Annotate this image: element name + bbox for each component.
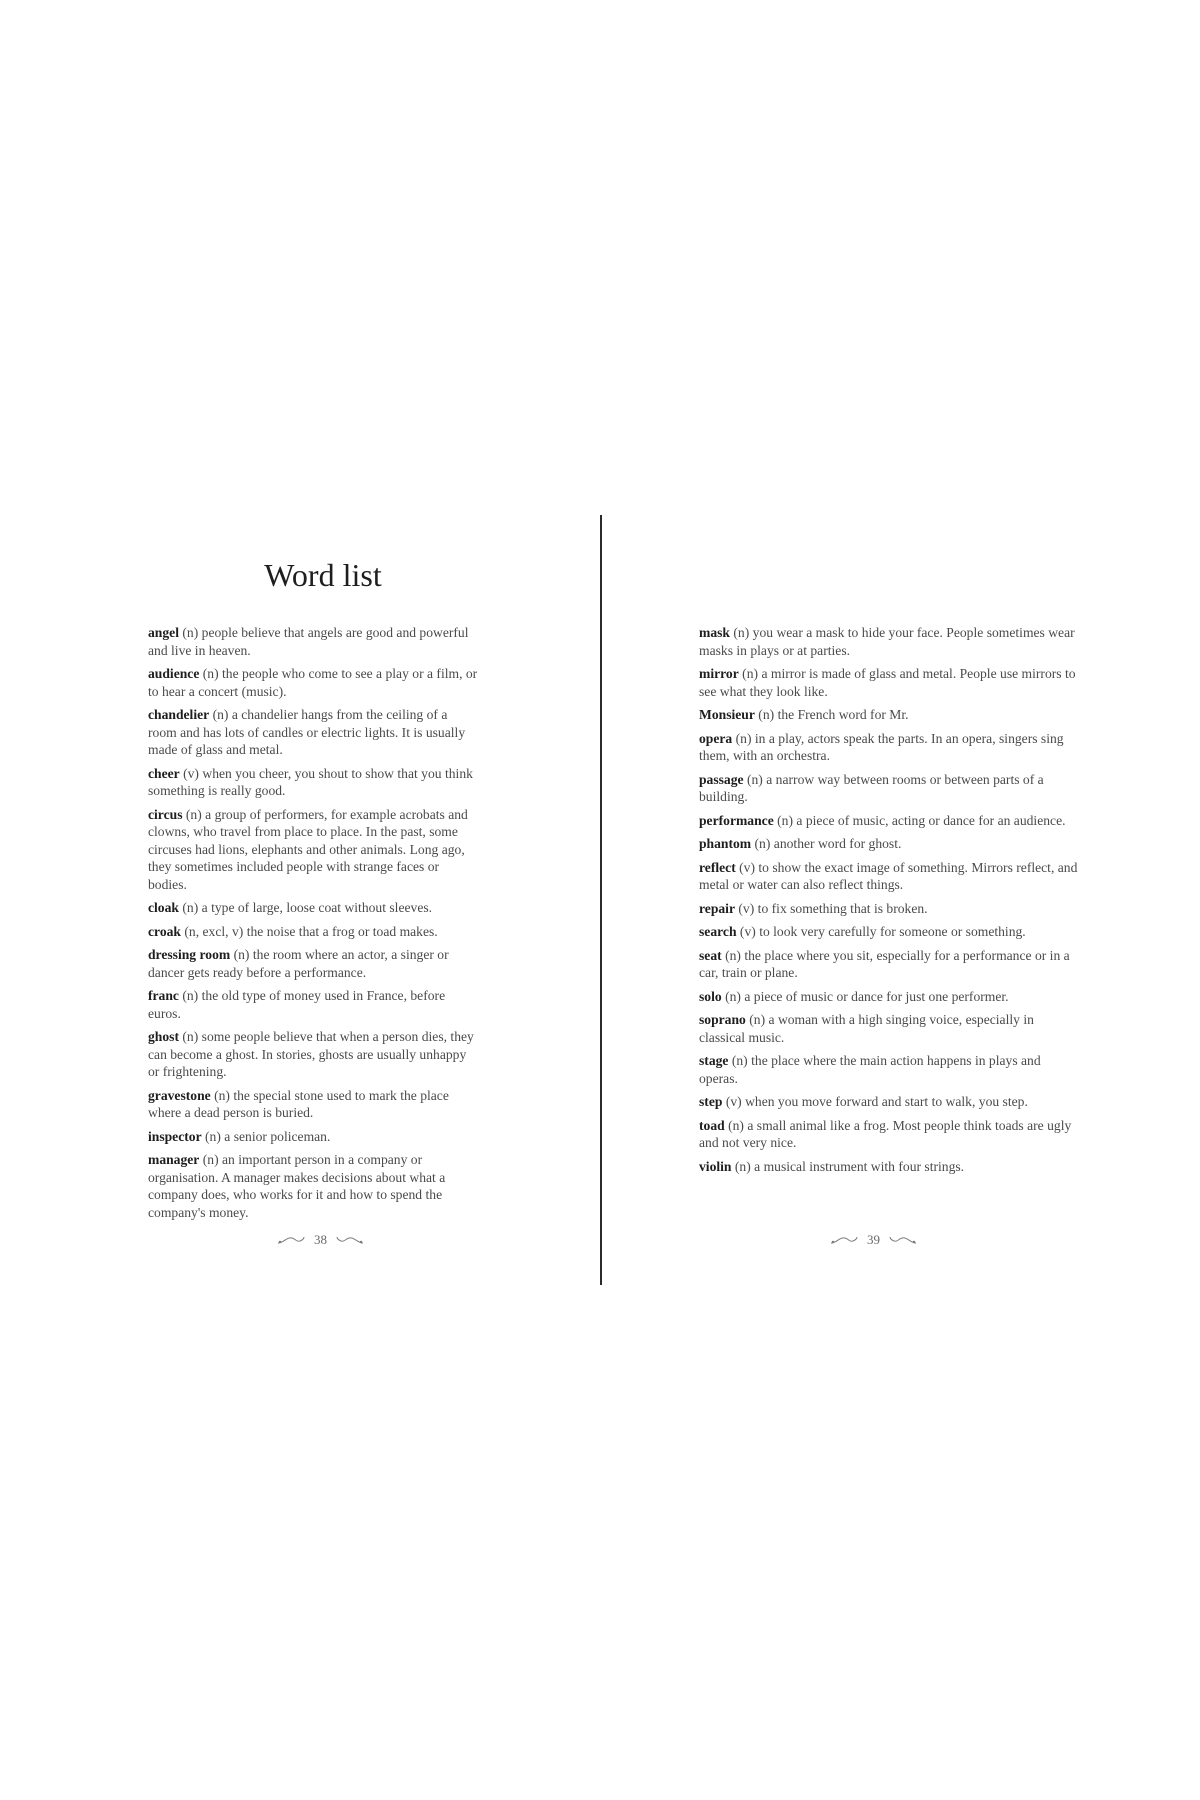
right-page <box>699 0 1079 1800</box>
entry-part-of-speech: (n) <box>212 707 229 722</box>
page-number-left <box>276 1232 365 1248</box>
entry-word: stage <box>699 1053 729 1068</box>
entry-part-of-speech: (n) <box>749 1012 766 1027</box>
word-entry <box>699 988 1079 1006</box>
entry-word: toad <box>699 1117 725 1133</box>
word-entry <box>148 706 478 759</box>
entry-part-of-speech: (n) <box>182 900 199 915</box>
entry-part-of-speech: (n) <box>182 988 199 1003</box>
entry-word: angel <box>148 625 179 640</box>
entry-word: circus <box>148 806 183 822</box>
word-entry <box>699 1052 1079 1087</box>
entry-part-of-speech: (n) <box>202 666 219 681</box>
entry-word: mask <box>699 625 730 640</box>
entry-definition: the place where the main action happens in plays and operas. <box>699 1053 1041 1086</box>
entry-word: phantom <box>699 836 752 851</box>
entry-part-of-speech: (v) <box>739 859 755 875</box>
word-entry <box>148 665 478 700</box>
word-entry <box>699 859 1079 894</box>
entry-part-of-speech: (n) <box>725 988 741 1004</box>
entry-word: repair <box>699 900 735 916</box>
entry-part-of-speech: (n) <box>733 625 750 640</box>
entry-word: dressing room <box>148 947 231 962</box>
entry-definition: a narrow way between rooms or between parts of a building. <box>699 771 1044 804</box>
word-entry <box>148 624 478 659</box>
entry-definition: people believe that angels are good and powerful and live in heaven. <box>148 625 469 658</box>
word-entry <box>148 765 478 800</box>
entry-definition: a musical instrument with four strings. <box>754 1158 965 1174</box>
entry-part-of-speech: (n) <box>205 1128 221 1144</box>
entry-word: chandelier <box>148 707 210 722</box>
entry-word: reflect <box>699 859 736 875</box>
entry-word: mirror <box>699 666 739 681</box>
word-list-left <box>148 624 478 1227</box>
entry-part-of-speech: (v) <box>725 1094 742 1109</box>
entry-part-of-speech: (n) <box>185 806 202 822</box>
entry-part-of-speech: (n) <box>182 1029 199 1044</box>
word-entry <box>148 987 478 1022</box>
word-entry <box>699 923 1079 941</box>
entry-definition: the room where an actor, a singer or dancer gets ready before a performance. <box>148 947 449 980</box>
word-entry <box>148 1128 478 1146</box>
word-entry <box>699 1093 1079 1111</box>
entry-part-of-speech: (n) <box>734 1158 751 1174</box>
entry-definition: a piece of music, acting or dance for an audience. <box>796 812 1066 828</box>
entry-part-of-speech: (v) <box>183 765 199 781</box>
entry-word: franc <box>148 988 179 1003</box>
entry-part-of-speech: (n) <box>735 730 752 746</box>
entry-definition: the place where you sit, especially for a performance or in a car, train or plane. <box>699 947 1070 980</box>
entry-word: performance <box>699 812 774 828</box>
flourish-left-icon <box>829 1234 859 1246</box>
word-entry <box>148 899 478 917</box>
entry-word: solo <box>699 988 722 1004</box>
entry-word: audience <box>148 666 200 681</box>
entry-definition: when you cheer, you shout to show that you think something is really good. <box>148 765 473 798</box>
entry-part-of-speech: (n) <box>777 812 793 828</box>
word-entry <box>699 730 1079 765</box>
word-entry <box>699 947 1079 982</box>
word-entry <box>699 665 1079 700</box>
entry-word: opera <box>699 730 733 746</box>
entry-part-of-speech: (n) <box>233 947 250 962</box>
entry-part-of-speech: (n) <box>182 625 199 640</box>
entry-definition: a piece of music or dance for just one performer. <box>744 988 1009 1004</box>
flourish-right-icon <box>888 1234 918 1246</box>
entry-word: Monsieur <box>699 707 755 722</box>
entry-definition: a small animal like a frog. Most people think toads are ugly and not very nice. <box>699 1117 1072 1150</box>
entry-part-of-speech: (n) <box>742 666 759 681</box>
entry-definition: an important person in a company or organisation. A manager makes decisions about what a company does, who works for it and how to spend the company's money. <box>148 1152 446 1220</box>
word-entry <box>699 1011 1079 1046</box>
entry-definition: a senior policeman. <box>224 1128 331 1144</box>
entry-definition: a mirror is made of glass and metal. People use mirrors to see what they look like. <box>699 666 1076 699</box>
entry-word: search <box>699 924 737 939</box>
entry-word: violin <box>699 1158 732 1174</box>
entry-part-of-speech: (v) <box>738 900 755 916</box>
entry-definition: the special stone used to mark the place where a dead person is buried. <box>148 1087 449 1120</box>
flourish-left-icon <box>276 1234 306 1246</box>
entry-word: gravestone <box>148 1087 211 1103</box>
word-entry <box>699 1158 1079 1176</box>
entry-part-of-speech: (n) <box>754 836 771 851</box>
word-entry <box>699 900 1079 918</box>
page-number: 39 <box>867 1232 880 1247</box>
word-entry <box>148 1087 478 1122</box>
page-title: Word list <box>264 557 382 593</box>
entry-definition: another word for ghost. <box>773 836 902 851</box>
entry-definition: a group of performers, for example acrobats and clowns, who travel from place to place. In the past, some circuses had lions, elephants and other animals. Long ago, they sometimes included people with strange faces or bodies. <box>148 806 468 892</box>
entry-word: cheer <box>148 765 180 781</box>
word-entry <box>148 806 478 894</box>
entry-word: manager <box>148 1152 200 1167</box>
entry-word: soprano <box>699 1012 746 1027</box>
entry-word: croak <box>148 923 181 939</box>
entry-definition: some people believe that when a person dies, they can become a ghost. In stories, ghosts are usually unhappy or frightening. <box>148 1029 474 1079</box>
entry-part-of-speech: (n) <box>725 947 741 963</box>
entry-definition: a type of large, loose coat without sleeves. <box>201 900 433 915</box>
page-number-right <box>829 1232 918 1248</box>
word-entry <box>699 812 1079 830</box>
entry-definition: the noise that a frog or toad makes. <box>246 923 438 939</box>
entry-part-of-speech: (n, excl, v) <box>184 923 244 939</box>
entry-definition: a chandelier hangs from the ceiling of a room and has lots of candles or electric lights. It is usually made of glass and metal. <box>148 707 466 757</box>
word-entry <box>699 624 1079 659</box>
entry-definition: to fix something that is broken. <box>757 900 928 916</box>
entry-part-of-speech: (n) <box>202 1152 219 1167</box>
word-entry <box>148 923 478 941</box>
entry-word: cloak <box>148 900 179 915</box>
left-page <box>148 0 478 1800</box>
book-spine-divider <box>600 515 602 1285</box>
entry-definition: when you move forward and start to walk, you step. <box>745 1094 1028 1109</box>
word-entry <box>699 706 1079 724</box>
word-entry <box>699 835 1079 853</box>
entry-part-of-speech: (v) <box>739 924 756 939</box>
entry-word: step <box>699 1094 723 1109</box>
entry-word: seat <box>699 947 722 963</box>
page-number: 38 <box>314 1232 327 1247</box>
entry-part-of-speech: (n) <box>746 771 763 787</box>
word-entry <box>148 1028 478 1081</box>
entry-definition: a woman with a high singing voice, especially in classical music. <box>699 1012 1034 1045</box>
entry-definition: in a play, actors speak the parts. In an opera, singers sing them, with an orchestra. <box>699 730 1064 763</box>
entry-definition: the French word for Mr. <box>777 707 909 722</box>
word-entry <box>148 1151 478 1221</box>
entry-word: ghost <box>148 1029 179 1044</box>
entry-part-of-speech: (n) <box>728 1117 744 1133</box>
entry-definition: to look very carefully for someone or something. <box>759 924 1026 939</box>
word-entry <box>699 1117 1079 1152</box>
entry-part-of-speech: (n) <box>731 1053 748 1068</box>
word-list-right <box>699 624 1079 1181</box>
entry-word: passage <box>699 771 744 787</box>
entry-definition: you wear a mask to hide your face. People sometimes wear masks in plays or at parties. <box>699 625 1075 658</box>
entry-part-of-speech: (n) <box>214 1087 230 1103</box>
word-entry <box>699 771 1079 806</box>
entry-definition: to show the exact image of something. Mirrors reflect, and metal or water can also reflect things. <box>699 859 1078 892</box>
entry-word: inspector <box>148 1128 202 1144</box>
entry-part-of-speech: (n) <box>758 707 775 722</box>
flourish-right-icon <box>335 1234 365 1246</box>
entry-definition: the old type of money used in France, before euros. <box>148 988 446 1021</box>
entry-definition: the people who come to see a play or a film, or to hear a concert (music). <box>148 666 478 699</box>
word-entry <box>148 946 478 981</box>
